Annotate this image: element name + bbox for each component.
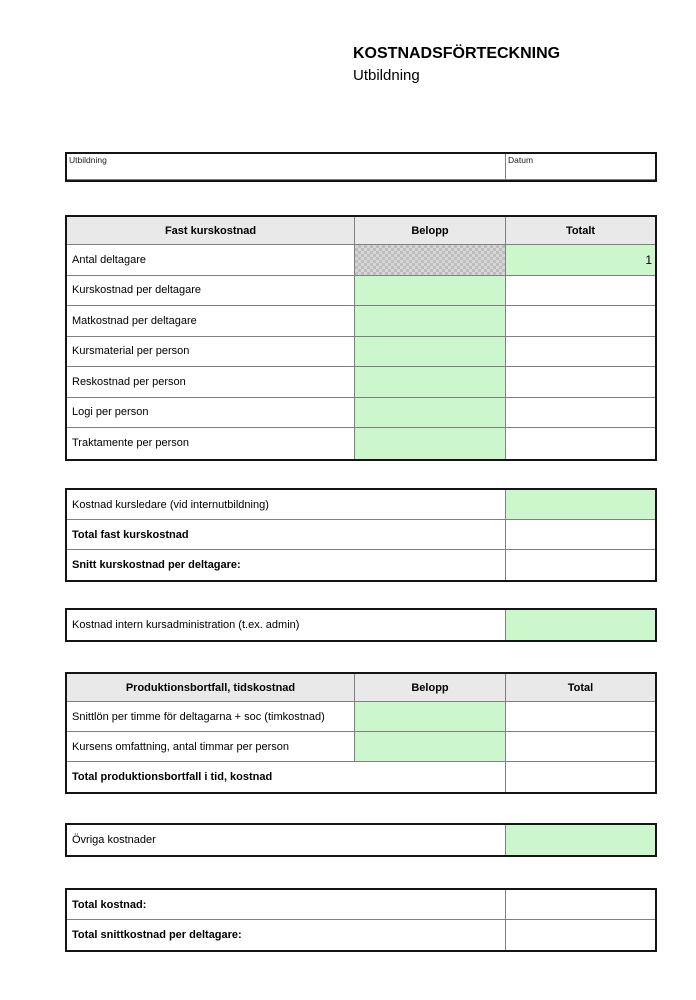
production-table-title: Produktionsbortfall, tidskostnad [67,674,355,702]
production-table-col-belopp: Belopp [355,674,506,702]
datum-field[interactable] [506,154,655,180]
snitt-kurskostnad-label: Snitt kurskostnad per deltagare: [67,550,506,580]
utbildning-field-label: Utbildning [69,155,107,165]
antal-deltagare-totalt-cell[interactable]: 1 [506,245,655,276]
info-box [65,152,657,182]
snittlon-label: Snittlön per timme för deltagarna + soc (timkostnad) [67,702,355,732]
reskostnad-belopp-input[interactable] [355,367,506,398]
kurskostnad-totalt-cell [506,276,655,307]
matkostnad-belopp-input[interactable] [355,306,506,337]
traktamente-belopp-input[interactable] [355,428,506,459]
kurskostnad-belopp-input[interactable] [355,276,506,307]
logi-belopp-input[interactable] [355,398,506,429]
kursens-omfattning-total-cell [506,732,655,762]
snittlon-total-cell [506,702,655,732]
fixed-table-col-totalt: Totalt [506,217,655,245]
kursens-omfattning-label: Kursens omfattning, antal timmar per person [67,732,355,762]
total-fast-kurskostnad-cell [506,520,655,550]
logi-totalt-cell [506,398,655,429]
snittlon-belopp-input[interactable] [355,702,506,732]
page-subtitle: Utbildning [353,67,420,84]
page-title: KOSTNADSFÖRTECKNING [353,45,561,62]
fixed-table-title: Fast kurskostnad [67,217,355,245]
totals-table [65,888,657,952]
kurskostnad-label: Kurskostnad per deltagare [67,276,355,307]
kursmaterial-label: Kursmaterial per person [67,337,355,368]
datum-field-label: Datum [508,155,534,165]
other-costs-table [65,823,657,857]
matkostnad-totalt-cell [506,306,655,337]
total-produktionsbortfall-cell [506,762,655,792]
kursmaterial-totalt-cell [506,337,655,368]
kursmaterial-belopp-input[interactable] [355,337,506,368]
leader-cost-table [65,488,657,582]
kursledare-label: Kostnad kursledare (vid internutbildning) [67,490,506,520]
production-loss-table [65,672,657,794]
total-snittkostnad-label: Total snittkostnad per deltagare: [67,920,506,950]
kursens-omfattning-belopp-input[interactable] [355,732,506,762]
admin-cost-value-input[interactable] [506,610,655,640]
snitt-kurskostnad-cell [506,550,655,580]
antal-deltagare-belopp-blocked-cell [355,245,506,276]
total-kostnad-cell [506,890,655,920]
reskostnad-totalt-cell [506,367,655,398]
total-fast-kurskostnad-label: Total fast kurskostnad [67,520,506,550]
fixed-table-col-belopp: Belopp [355,217,506,245]
production-table-col-total: Total [506,674,655,702]
admin-cost-table [65,608,657,642]
total-produktionsbortfall-label: Total produktionsbortfall i tid, kostnad [67,762,506,792]
total-snittkostnad-cell [506,920,655,950]
matkostnad-label: Matkostnad per deltagare [67,306,355,337]
logi-label: Logi per person [67,398,355,429]
other-costs-value-input[interactable] [506,825,655,855]
antal-deltagare-label: Antal deltagare [67,245,355,276]
traktamente-label: Traktamente per person [67,428,355,459]
kursledare-value-input[interactable] [506,490,655,520]
admin-cost-label: Kostnad intern kursadministration (t.ex. admin) [67,610,506,640]
other-costs-label: Övriga kostnader [67,825,506,855]
fixed-cost-table [65,215,657,461]
utbildning-field[interactable] [67,154,506,180]
total-kostnad-label: Total kostnad: [67,890,506,920]
reskostnad-label: Reskostnad per person [67,367,355,398]
traktamente-totalt-cell [506,428,655,459]
